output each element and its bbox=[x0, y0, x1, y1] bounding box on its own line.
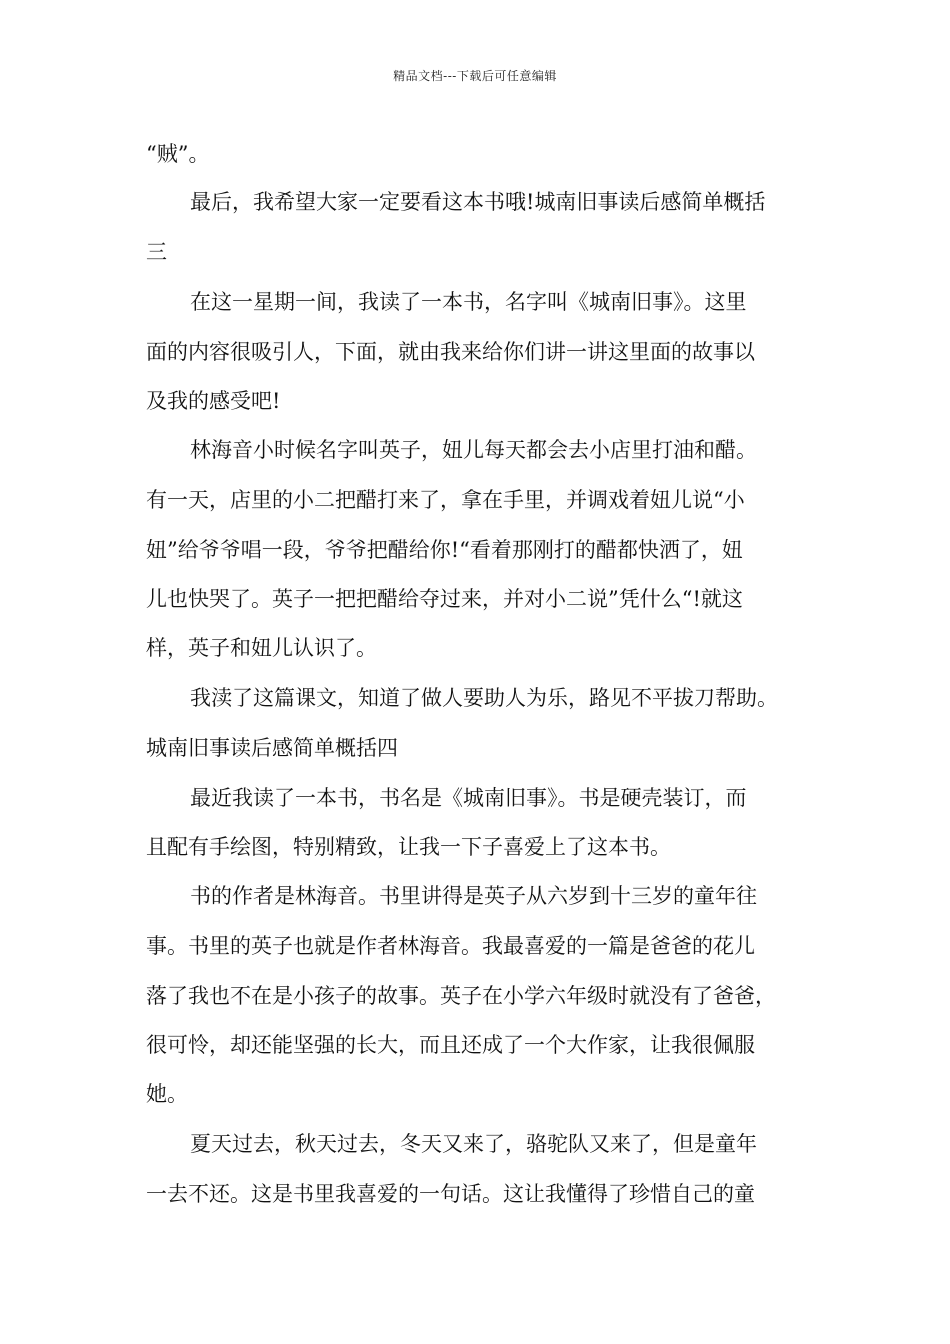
text-line: 事。书里的英子也就是作者林海音。我最喜爱的一篇是爸爸的花儿 bbox=[146, 934, 755, 958]
text-line: 儿也快哭了。英子一把把醋给夺过来，并对小二说”凭什么“!就这 bbox=[146, 587, 743, 611]
text-line: 落了我也不在是小孩子的故事。英子在小学六年级时就没有了爸爸， bbox=[146, 984, 776, 1008]
text-line: 一去不还。这是书里我喜爱的一句话。这让我懂得了珍惜自己的童 bbox=[146, 1182, 755, 1206]
text-line: 在这一星期一间，我读了一本书，名字叫《城南旧事》。这里 bbox=[190, 290, 747, 314]
text-line: 三 bbox=[146, 240, 167, 264]
text-line: 最近我读了一本书，书名是《城南旧事》。书是硬壳装订，而 bbox=[190, 786, 747, 810]
text-line: 书的作者是林海音。书里讲得是英子从六岁到十三岁的童年往 bbox=[190, 884, 757, 908]
text-line: 很可怜，却还能坚强的长大，而且还成了一个大作家，让我很佩服 bbox=[146, 1033, 755, 1057]
text-line: 她。 bbox=[146, 1082, 188, 1106]
text-line: 及我的感受吧! bbox=[146, 389, 281, 413]
text-line: 有一天，店里的小二把醋打来了，拿在手里，并调戏着妞儿说“小 bbox=[146, 488, 745, 512]
text-line: 妞”给爷爷唱一段，爷爷把醋给你!“看着那刚打的醋都快洒了，妞 bbox=[146, 538, 743, 562]
text-line: 林海音小时候名字叫英子，妞儿每天都会去小店里打油和醋。 bbox=[190, 438, 757, 462]
text-line: 最后，我希望大家一定要看这本书哦!城南旧事读后感简单概括 bbox=[190, 190, 766, 214]
text-line: 且配有手绘图，特别精致，让我一下子喜爱上了这本书。 bbox=[146, 835, 671, 859]
page-header: 精品文档---下载后可任意编辑 bbox=[393, 69, 557, 83]
text-line: 样，英子和妞儿认识了。 bbox=[146, 636, 377, 660]
section-heading: 城南旧事读后感简单概括四 bbox=[146, 736, 398, 760]
text-line: “贼”。 bbox=[146, 142, 210, 166]
text-line: 我渎了这篇课文，知道了做人要助人为乐，路见不平拔刀帮助。 bbox=[190, 686, 778, 710]
text-line: 夏天过去，秋天过去，冬天又来了，骆驼队又来了，但是童年 bbox=[190, 1132, 757, 1156]
text-line: 面的内容很吸引人，下面，就由我来给你们讲一讲这里面的故事以 bbox=[146, 340, 755, 364]
